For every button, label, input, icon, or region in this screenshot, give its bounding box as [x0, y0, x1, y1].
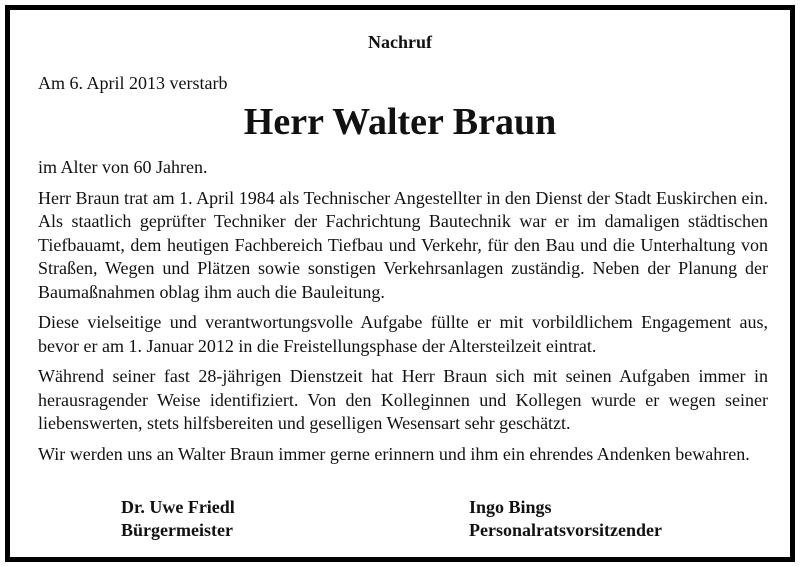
paragraph-age: im Alter von 60 Jahren.: [38, 157, 208, 177]
signatory-name: Ingo Bings: [469, 497, 552, 517]
paragraph-engagement: Diese vielseitige und verantwortungsvolle Aufgabe füllte er mit vorbildlichem Engagement aus, bevor er am 1. Januar 2012 in die Freistellungsphase der Altersteilzeit eintrat.: [38, 312, 768, 356]
signatory-role: Personalratsvorsitzender: [469, 520, 662, 540]
signatory-role: Bürgermeister: [121, 520, 233, 540]
signatory-mayor: [121, 496, 235, 542]
signatory-staff-council: [469, 496, 662, 542]
obituary-notice: [5, 5, 795, 562]
paragraph-service: Während seiner fast 28-jährigen Dienstzeit hat Herr Braun sich mit seinen Aufgaben immer in herausragender Weise identifiziert. Von den Kolleginnen und Kollegen wurde er wegen seiner liebenswerten, stets hilfsbereiten und geselligen Wesensart sehr geschätzt.: [38, 366, 768, 433]
signatory-name: Dr. Uwe Friedl: [121, 497, 235, 517]
notice-heading: Nachruf: [368, 32, 432, 52]
notice-body: [38, 156, 768, 473]
deceased-name: Herr Walter Braun: [243, 101, 557, 143]
death-date-line: Am 6. April 2013 verstarb: [38, 73, 228, 93]
paragraph-career: Herr Braun trat am 1. April 1984 als Technischer Angestellter in den Dienst der Stadt Euskirchen ein. Als staatlich geprüfter Techniker der Fachrichtung Bautechnik war er im damaligen städtischen Tiefbauamt, dem heutigen Fachbereich Tiefbau und Verkehr, für den Bau und die Unterhaltung von Straßen, Wegen und Plätzen sowie sonstigen Verkehrsanlagen zuständig. Neben der Planung der Baumaßnahmen oblag ihm auch die Bauleitung.: [38, 187, 768, 302]
paragraph-remembrance: Wir werden uns an Walter Braun immer gerne erinnern und ihm ein ehrendes Andenken bewahren.: [38, 443, 750, 464]
